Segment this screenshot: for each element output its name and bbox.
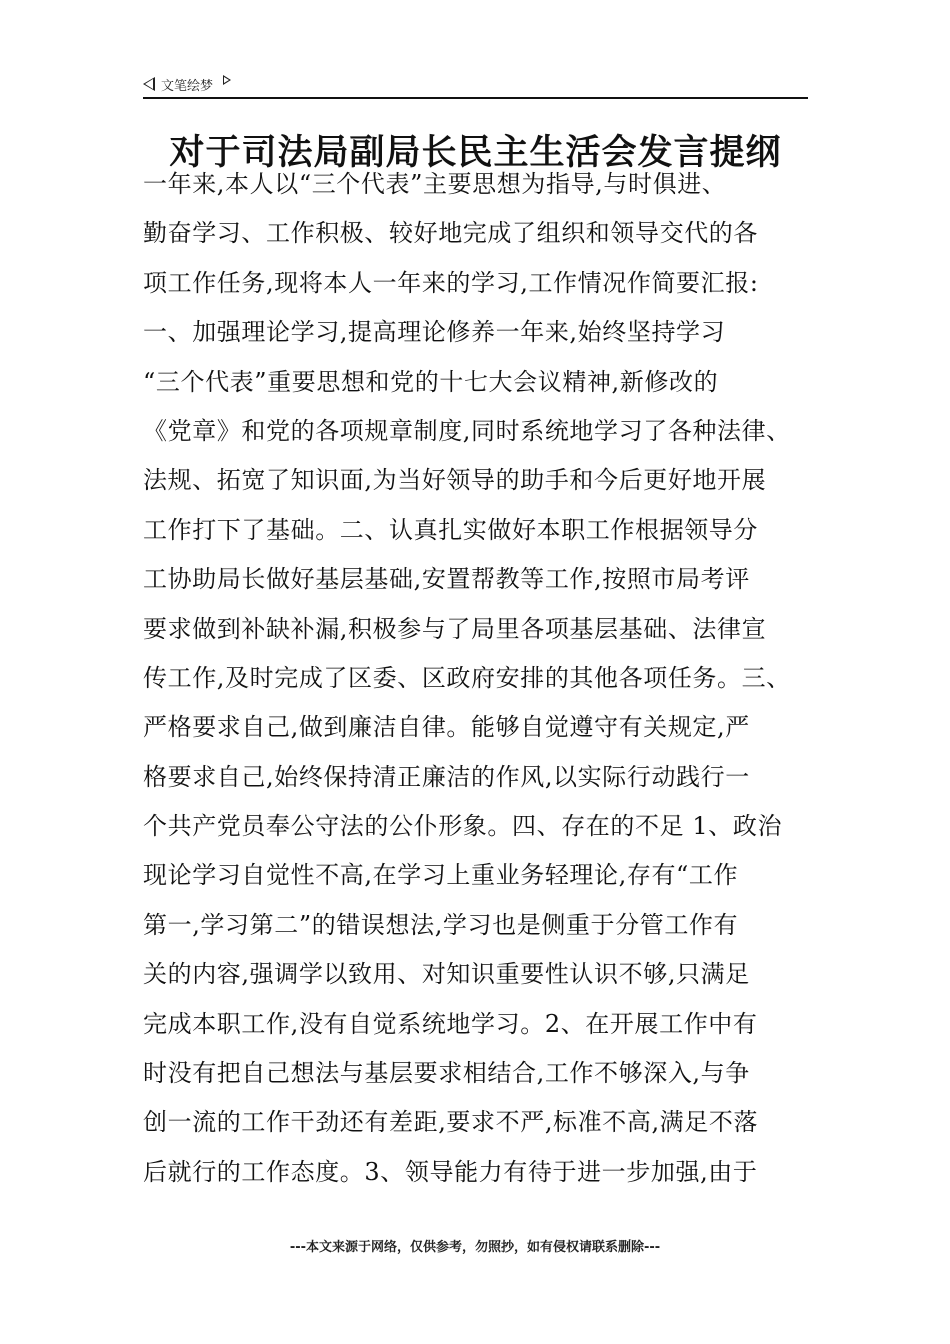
body-line: “三个代表”重要思想和党的十七大会议精神,新修改的 xyxy=(143,367,719,396)
body-line: 个共产党员奉公守法的公仆形象。四、存在的不足 1、政治 xyxy=(143,812,783,841)
body-line: 勤奋学习、工作积极、较好地完成了组织和领导交代的各 xyxy=(143,219,758,248)
body-line: 一年来,本人以“三个代表”主要思想为指导,与时俱进、 xyxy=(143,170,727,198)
header-divider xyxy=(143,97,808,99)
body-line: 工作打下了基础。二、认真扎实做好本职工作根据领导分 xyxy=(143,515,758,544)
document-header xyxy=(143,72,231,96)
body-line: 现论学习自觉性不高,在学习上重业务轻理论,存有“工作 xyxy=(143,861,739,890)
body-line: 格要求自己,始终保持清正廉洁的作风,以实际行动践行一 xyxy=(143,762,750,791)
body-line: 法规、拓宽了知识面,为当好领导的助手和今后更好地开展 xyxy=(143,466,767,495)
body-line: 项工作任务,现将本人一年来的学习,工作情况作简要汇报: xyxy=(143,268,759,297)
header-brand: 文笔绘梦 xyxy=(161,78,214,94)
body-line: 传工作,及时完成了区委、区政府安排的其他各项任务。三、 xyxy=(143,663,791,692)
body-line: 工协助局长做好基层基础,安置帮教等工作,按照市局考评 xyxy=(143,565,750,594)
document-title: 对于司法局副局长民主生活会发言提纲 xyxy=(169,133,782,173)
body-line: 要求做到补缺补漏,积极参与了局里各项基层基础、法律宣 xyxy=(143,614,767,643)
body-line: 第一,学习第二”的错误想法,学习也是侧重于分管工作有 xyxy=(143,910,739,939)
triangle-right-icon xyxy=(223,75,231,85)
body-line: 后就行的工作态度。3、领导能力有待于进一步加强,由于 xyxy=(143,1157,758,1186)
body-line: 创一流的工作干劲还有差距,要求不严,标准不高,满足不落 xyxy=(143,1108,759,1137)
body-line: 一、加强理论学习,提高理论修养一年来,始终坚持学习 xyxy=(143,318,726,347)
body-line: 关的内容,强调学以致用、对知识重要性认识不够,只满足 xyxy=(143,960,750,989)
body-line: 《党章》和党的各项规章制度,同时系统地学习了各种法律、 xyxy=(143,416,791,445)
body-line: 完成本职工作,没有自觉系统地学习。2、在开展工作中有 xyxy=(143,1009,758,1038)
triangle-left-icon xyxy=(143,77,155,91)
document-body xyxy=(143,160,823,1197)
body-line: 严格要求自己,做到廉洁自律。能够自觉遵守有关规定,严 xyxy=(143,713,750,742)
body-line: 时没有把自己想法与基层要求相结合,工作不够深入,与争 xyxy=(143,1059,750,1088)
footer-notice: ---本文来源于网络，仅供参考，勿照抄，如有侵权请联系删除--- xyxy=(289,1240,661,1255)
